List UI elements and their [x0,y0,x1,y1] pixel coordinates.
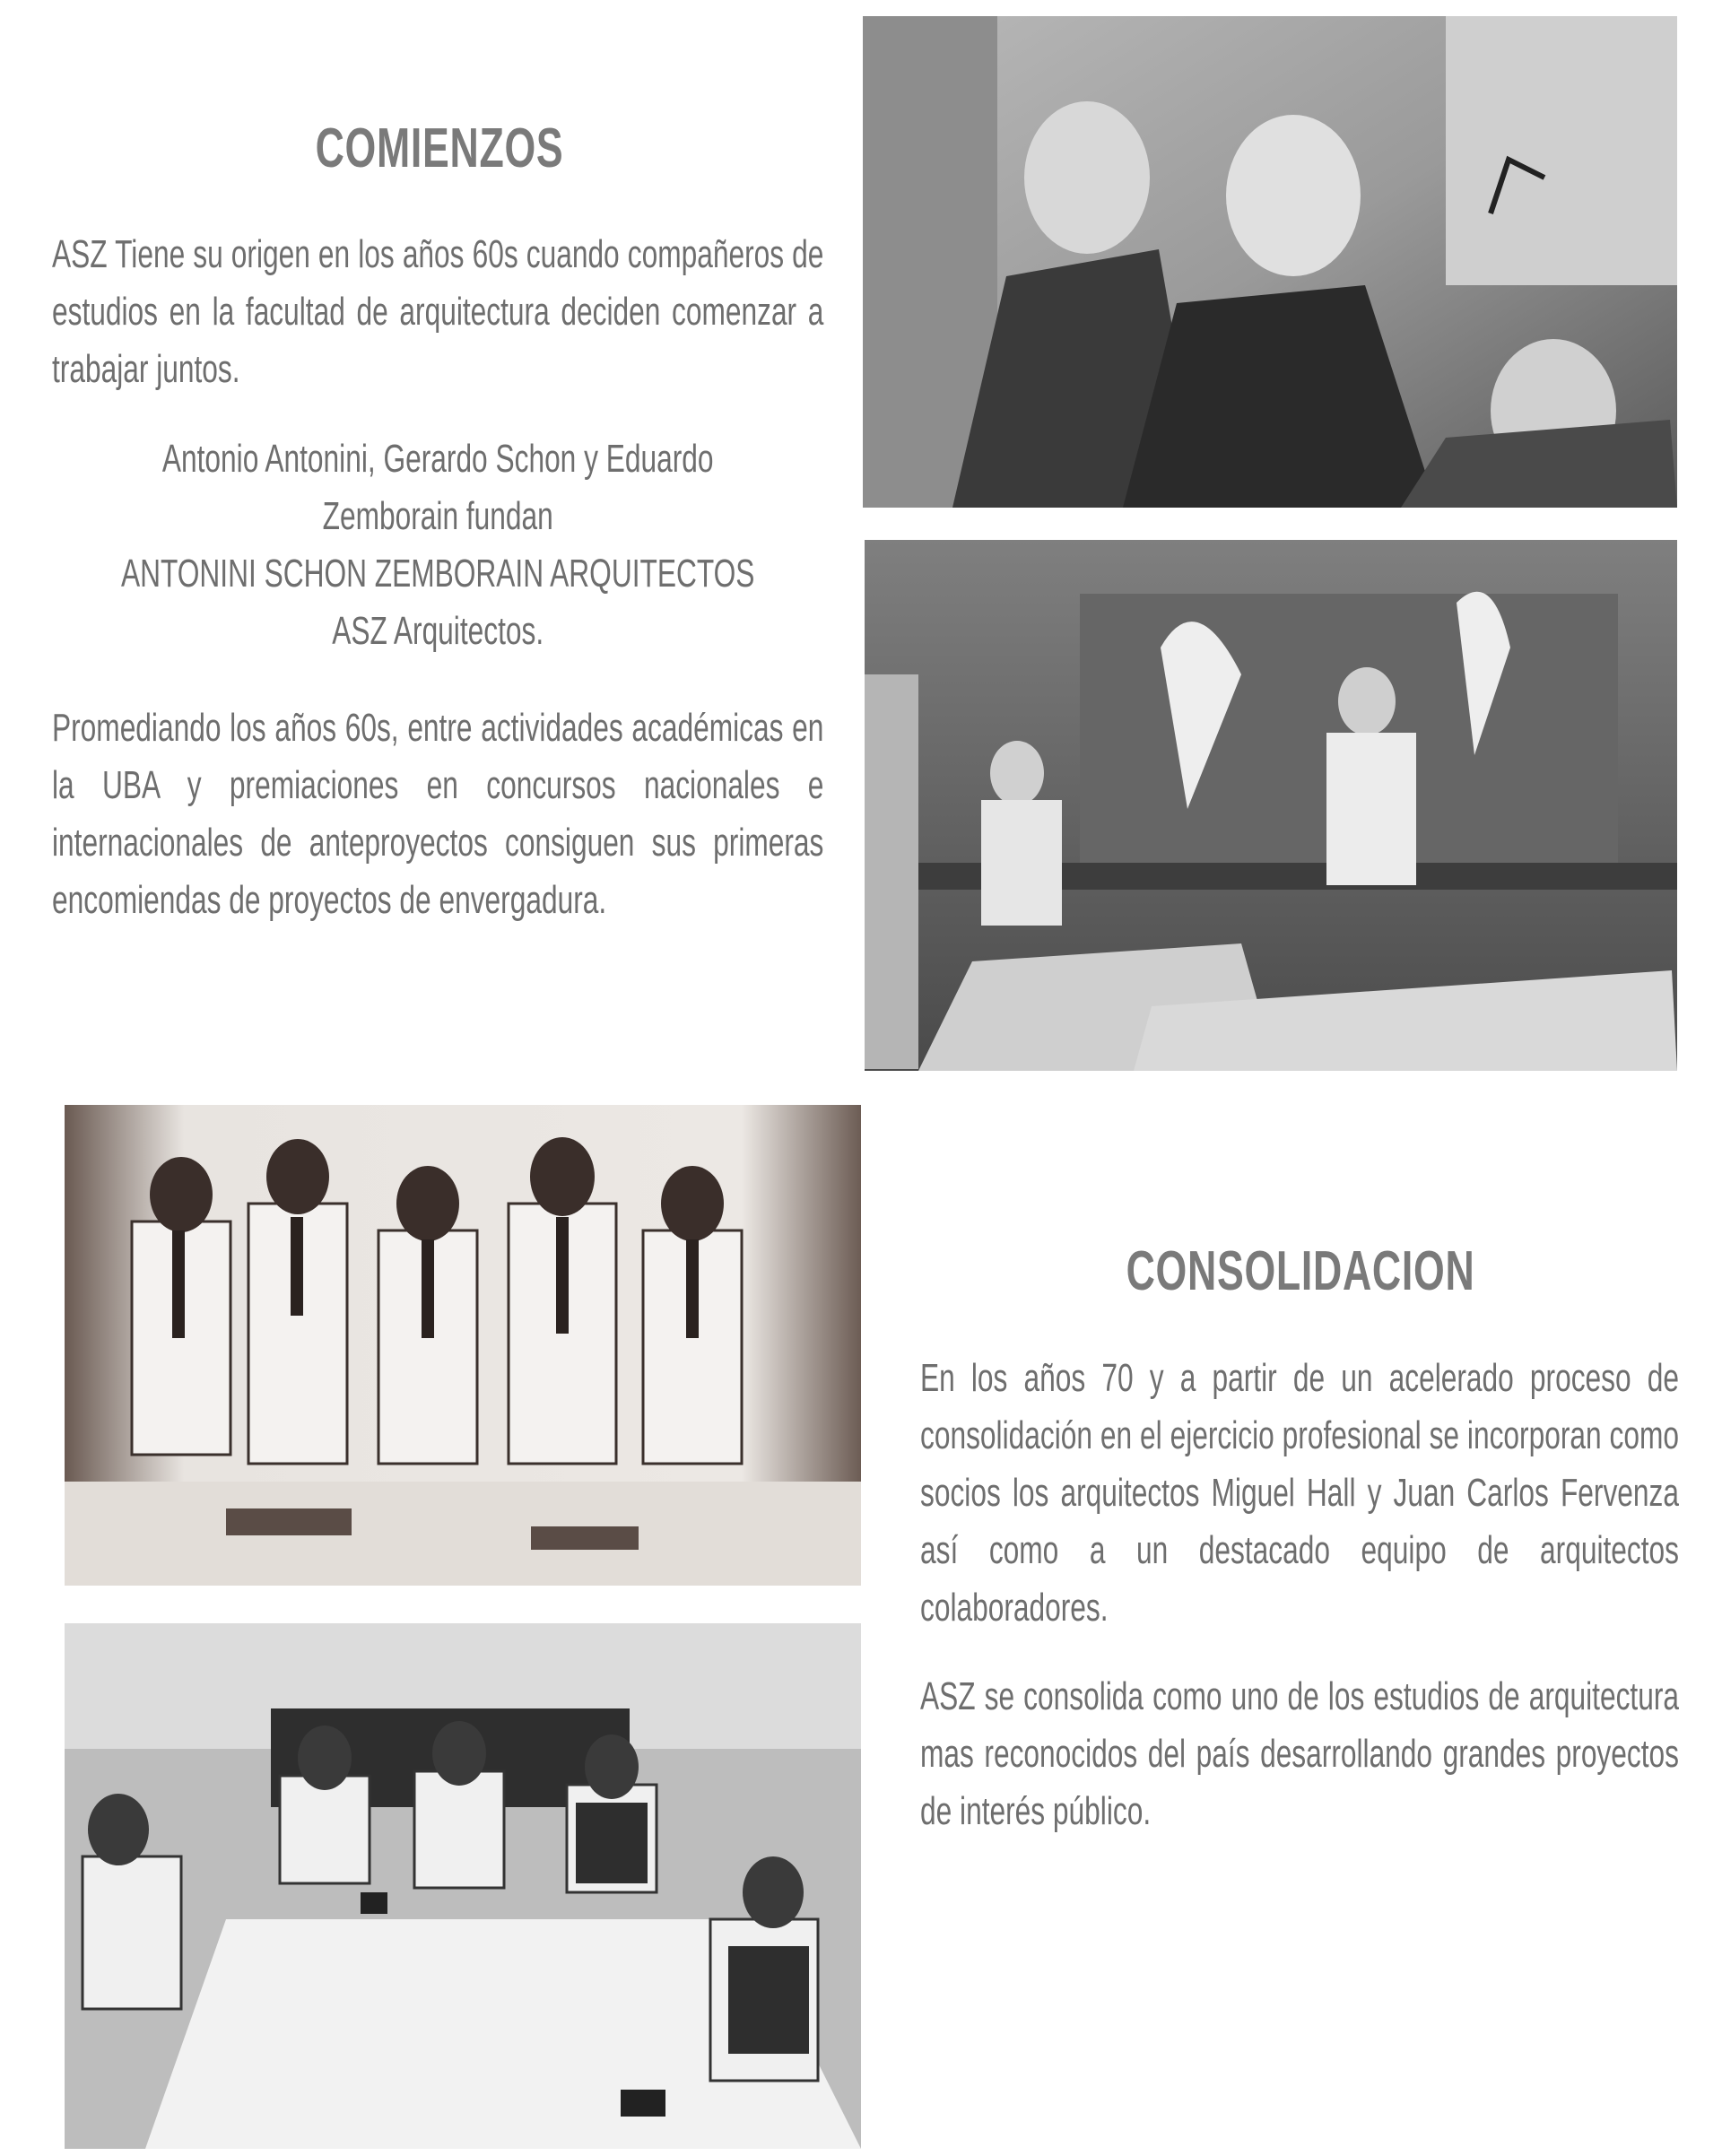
comienzos-paragraph-2: Promediando los años 60s, entre actividades académicas en la UBA y premiaciones en concursos nacionales e internacionales de anteproyectos consiguen sus primeras encomiendas de proyectos de envergadura. [52,706,824,922]
section-title-comienzos: COMIENZOS [315,117,564,179]
founders-line-3: ANTONINI SCHON ZEMBORAIN ARQUITECTOS [120,552,755,596]
founders-line-4: ASZ Arquitectos. [332,609,544,653]
photo-partners-meeting-image [65,1623,861,2149]
consolidacion-paragraph-1: En los años 70 y a partir de un acelerado proceso de consolidación en el ejercicio profesional se incorporan como socios los arquitectos Miguel Hall y Juan Carlos Fervenza así como a un destacado equipo de arquitectos colaboradores. [920,1356,1679,1630]
photo-partners-meeting [65,1623,861,2149]
section-title-consolidacion: CONSOLIDACION [1126,1240,1475,1302]
photo-drafting-room-image [865,540,1677,1071]
photo-partners-standing-image [65,1105,861,1586]
photo-partners-standing [65,1105,861,1586]
photo-founders-portrait-image [863,16,1677,508]
founders-line-2: Zemborain fundan [322,494,553,538]
founders-block [52,430,823,660]
founders-line-1: Antonio Antonini, Gerardo Schon y Eduardo [161,437,714,481]
photo-founders-portrait [863,16,1677,508]
photo-drafting-room [865,540,1677,1071]
comienzos-paragraph-1: ASZ Tiene su origen en los años 60s cuando compañeros de estudios en la facultad de arquitectura deciden comenzar a trabajar juntos. [52,232,824,391]
consolidacion-paragraph-2: ASZ se consolida como uno de los estudios de arquitectura mas reconocidos del país desarrollando grandes proyectos de interés público. [920,1674,1679,1833]
